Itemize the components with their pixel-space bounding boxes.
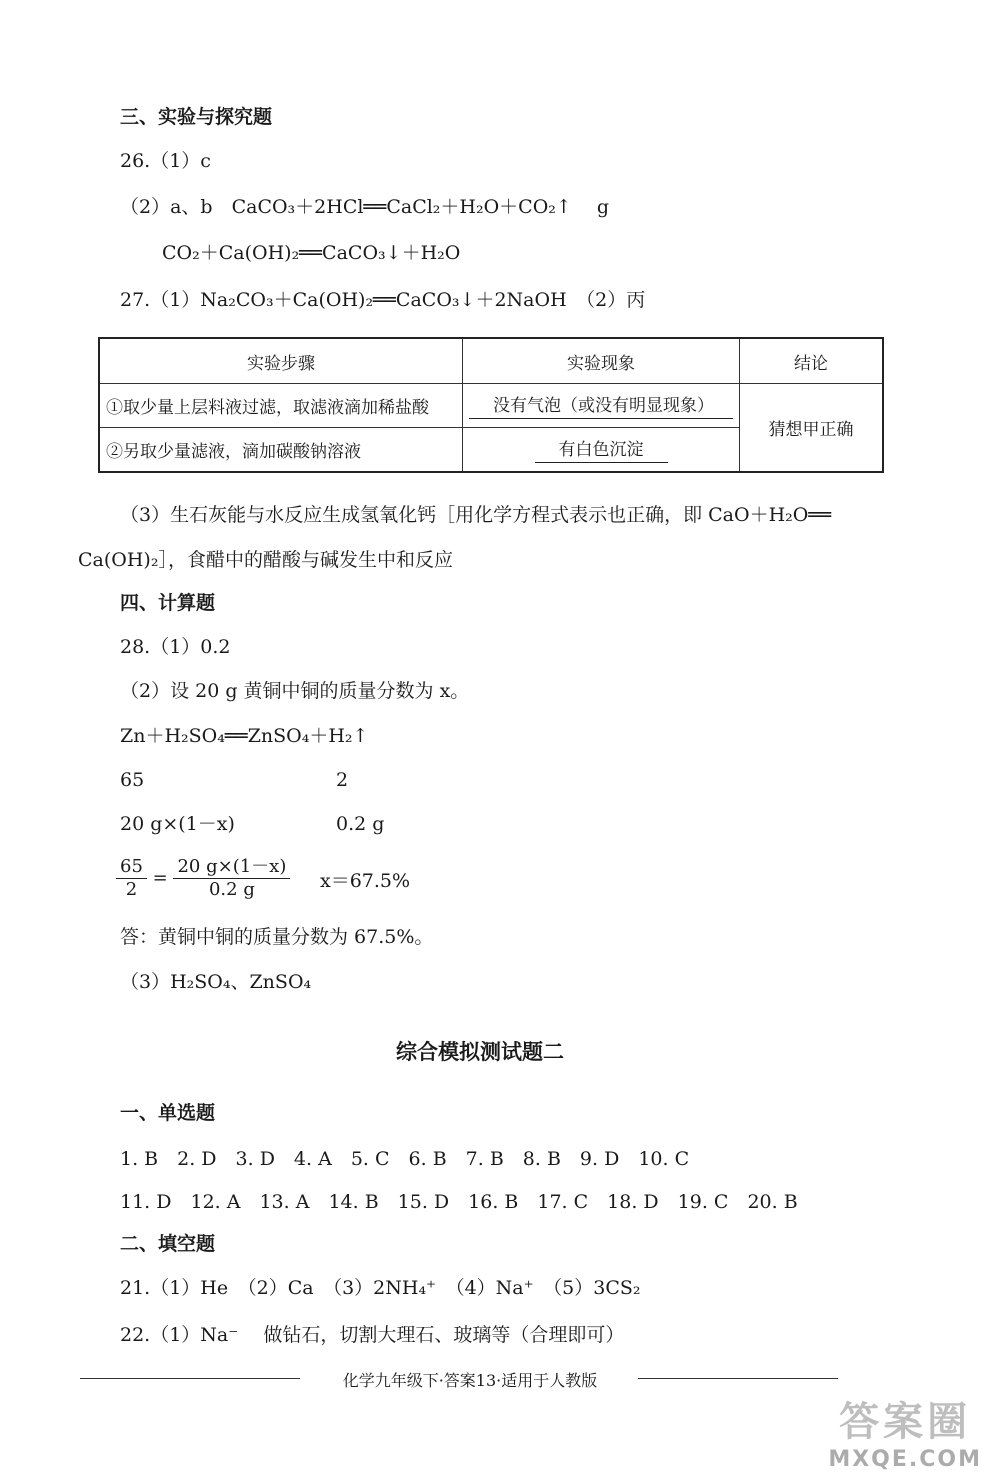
result-value: x＝67.5% bbox=[320, 870, 411, 892]
q26-part2: （2）a、b CaCO₃＋2HCl══CaCl₂＋H₂O＋CO₂↑ g bbox=[120, 196, 610, 218]
table-cell-conclusion: 猜想甲正确 bbox=[740, 384, 884, 473]
table-cell-step: ①取少量上层料液过滤，取滤液滴加稀盐酸 bbox=[99, 384, 463, 428]
table-cell-phenomenon bbox=[463, 384, 740, 428]
table-cell-step: ②另取少量滤液，滴加碳酸钠溶液 bbox=[99, 427, 463, 472]
answer-statement: 答：黄铜中铜的质量分数为 67.5%。 bbox=[120, 926, 434, 948]
table-header-step: 实验步骤 bbox=[99, 338, 463, 384]
phenomenon-answer: 有白色沉淀 bbox=[535, 435, 668, 463]
ratio-right-value: 0.2 g bbox=[336, 813, 385, 835]
q27-part3-line1: （3）生石灰能与水反应生成氢氧化钙［用化学方程式表示也正确，即 CaO＋H₂O══ bbox=[120, 504, 832, 526]
fraction-right bbox=[173, 858, 290, 899]
fraction-left bbox=[116, 858, 147, 899]
watermark-line1: 答案圈 bbox=[839, 1399, 972, 1445]
fraction-left-denominator: 2 bbox=[125, 879, 138, 900]
q21-answer: 21.（1）He （2）Ca （3）2NH₄⁺ （4）Na⁺ （5）3CS₂ bbox=[120, 1277, 641, 1299]
fraction-right-numerator: 20 g×(1－x) bbox=[173, 858, 290, 879]
q27-part1: 27.（1）Na₂CO₃＋Ca(OH)₂══CaCO₃↓＋2NaOH （2）丙 bbox=[120, 289, 646, 311]
q27-part3-line2: Ca(OH)₂］，食醋中的醋酸与碱发生中和反应 bbox=[78, 549, 453, 571]
section-heading-experiment: 三、实验与探究题 bbox=[120, 106, 273, 128]
phenomenon-answer: 没有气泡（或没有明显现象） bbox=[469, 391, 733, 419]
answers-row-1: 1. B 2. D 3. D 4. A 5. C 6. B 7. B 8. B 9. D 10. C bbox=[120, 1148, 690, 1170]
ratio-right-mass: 2 bbox=[336, 769, 349, 791]
experiment-table bbox=[98, 337, 884, 473]
watermark-logo bbox=[828, 1390, 982, 1472]
section-heading-single-choice: 一、单选题 bbox=[120, 1102, 216, 1124]
watermark-line2: MXQE.COM bbox=[828, 1447, 982, 1472]
q28-part2: （2）设 20 g 黄铜中铜的质量分数为 x。 bbox=[120, 680, 470, 702]
table-header-conclusion: 结论 bbox=[740, 338, 884, 384]
q22-answer: 22.（1）Na⁻ 做钻石，切割大理石、玻璃等（合理即可） bbox=[120, 1324, 625, 1346]
ratio-left-mass: 65 bbox=[120, 769, 145, 791]
section-heading-calculation: 四、计算题 bbox=[120, 592, 216, 614]
q28-part1: 28.（1）0.2 bbox=[120, 636, 231, 658]
q26-equation: CO₂＋Ca(OH)₂══CaCO₃↓＋H₂O bbox=[162, 242, 461, 264]
q28-part3: （3）H₂SO₄、ZnSO₄ bbox=[120, 971, 312, 993]
ratio-left-value: 20 g×(1－x) bbox=[120, 813, 235, 835]
footer-text: 化学九年级下·答案13·适用于人教版 bbox=[342, 1371, 598, 1390]
footer-rule-right bbox=[638, 1378, 838, 1379]
fraction-left-numerator: 65 bbox=[116, 858, 147, 879]
equals-sign: = bbox=[152, 867, 168, 889]
answers-row-2: 11. D 12. A 13. A 14. B 15. D 16. B 17. C 18. D 19. C 20. B bbox=[120, 1191, 798, 1213]
footer-rule-left bbox=[80, 1378, 300, 1379]
section-heading-fill-in: 二、填空题 bbox=[120, 1233, 216, 1255]
q26-part1: 26.（1）c bbox=[120, 150, 211, 172]
table-header-row bbox=[99, 338, 883, 384]
table-header-phenomenon: 实验现象 bbox=[463, 338, 740, 384]
proportion-equation bbox=[116, 858, 290, 899]
fraction-right-denominator: 0.2 g bbox=[208, 879, 255, 900]
reaction-equation: Zn＋H₂SO₄══ZnSO₄＋H₂↑ bbox=[120, 725, 369, 747]
test-title: 综合模拟测试题二 bbox=[396, 1040, 564, 1064]
table-row bbox=[99, 384, 883, 428]
table-cell-phenomenon bbox=[463, 427, 740, 472]
